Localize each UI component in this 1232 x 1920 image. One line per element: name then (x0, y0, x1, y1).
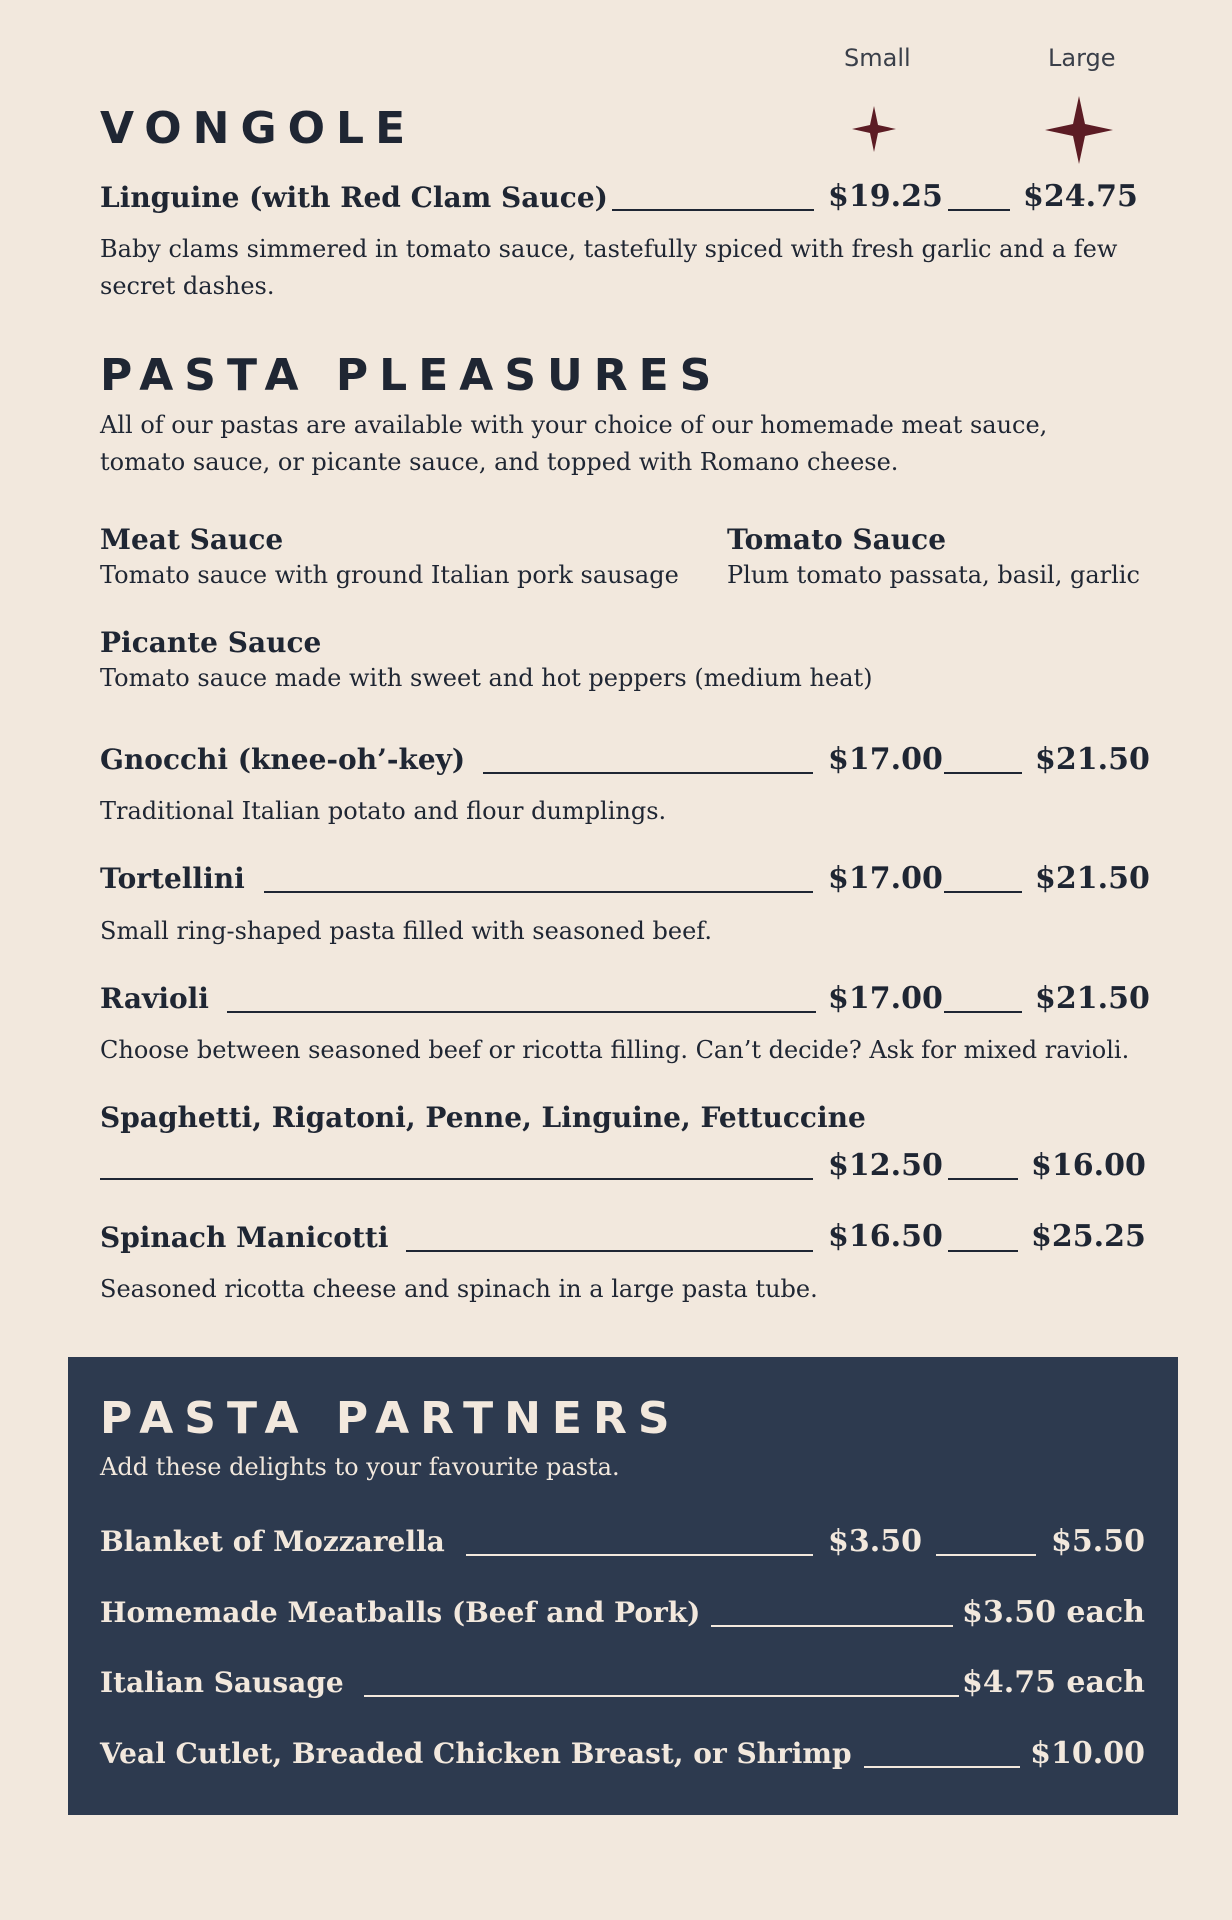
price-each: $4.75 each (962, 1665, 1145, 1700)
price-small: $3.50 (828, 1524, 922, 1559)
item-name: Linguine (with Red Clam Sauce) (100, 181, 608, 214)
price-large: $24.75 (1023, 179, 1138, 214)
item-description: Seasoned ricotta cheese and spinach in a large pasta tube. (100, 1275, 818, 1303)
pasta-partners-panel (68, 1357, 1178, 1815)
dot-leader (711, 1625, 953, 1627)
column-header-small: Small (844, 44, 911, 72)
price-small: $17.00 (828, 742, 943, 777)
dot-leader (364, 1695, 959, 1697)
section-title-pasta-pleasures: PASTA PLEASURES (100, 350, 723, 401)
item-name: Homemade Meatballs (Beef and Pork) (100, 1596, 701, 1629)
dot-leader (483, 772, 813, 774)
sauce-name: Meat Sauce (100, 523, 284, 556)
sauce-description: Tomato sauce with ground Italian pork sausage (100, 561, 679, 589)
section-title-vongole: VONGOLE (100, 103, 417, 154)
section-title-pasta-partners: PASTA PARTNERS (100, 1393, 681, 1444)
sauce-name: Picante Sauce (100, 626, 322, 659)
item-name: Gnocchi (knee-oh’-key) (100, 743, 466, 776)
small-star-icon (852, 106, 896, 152)
item-description: Small ring-shaped pasta filled with seasoned beef. (100, 917, 712, 945)
dot-leader (100, 1178, 813, 1180)
dot-leader (944, 1011, 1022, 1013)
dot-leader (944, 772, 1022, 774)
dot-leader (944, 891, 1022, 893)
dot-leader (406, 1250, 813, 1252)
item-description: Traditional Italian potato and flour dumplings. (100, 797, 667, 825)
price-large: $25.25 (1031, 1219, 1146, 1254)
dot-leader (864, 1766, 1020, 1768)
dot-leader (948, 209, 1010, 211)
item-name: Veal Cutlet, Breaded Chicken Breast, or Shrimp (100, 1737, 852, 1770)
price-small: $12.50 (828, 1148, 943, 1183)
price-large: $16.00 (1031, 1148, 1146, 1183)
item-name: Blanket of Mozzarella (100, 1525, 445, 1558)
price-small: $17.00 (828, 861, 943, 896)
price-large: $21.50 (1035, 861, 1150, 896)
item-name: Tortellini (100, 862, 245, 895)
dot-leader (948, 1250, 1018, 1252)
price-small: $19.25 (828, 179, 943, 214)
price-large: $5.50 (1051, 1524, 1145, 1559)
section-intro: All of our pastas are available with your choice of our homemade meat sauce, tomato sauce, or picante sauce, and topped with Romano cheese. (100, 411, 1048, 476)
dot-leader (936, 1554, 1036, 1556)
item-name: Ravioli (100, 982, 209, 1015)
price-small: $16.50 (828, 1219, 943, 1254)
section-intro: Add these delights to your favourite pasta. (100, 1453, 620, 1481)
dot-leader (466, 1554, 813, 1556)
item-description: Baby clams simmered in tomato sauce, tastefully spiced with fresh garlic and a few secret dashes. (100, 235, 1118, 300)
sauce-description: Tomato sauce made with sweet and hot peppers (medium heat) (100, 664, 873, 692)
sauce-description: Plum tomato passata, basil, garlic (727, 561, 1140, 589)
item-name: Spaghetti, Rigatoni, Penne, Linguine, Fettuccine (100, 1101, 866, 1134)
dot-leader (612, 209, 814, 211)
price-large: $21.50 (1035, 981, 1150, 1016)
price-each: $3.50 each (962, 1595, 1145, 1630)
price-large: $21.50 (1035, 742, 1150, 777)
item-name: Spinach Manicotti (100, 1221, 389, 1254)
price-small: $17.00 (828, 981, 943, 1016)
dot-leader (227, 1011, 816, 1013)
dot-leader (264, 891, 813, 893)
price: $10.00 (1030, 1736, 1145, 1771)
column-header-large: Large (1048, 44, 1116, 72)
sauce-name: Tomato Sauce (727, 523, 947, 556)
item-description: Choose between seasoned beef or ricotta filling. Can’t decide? Ask for mixed ravioli. (100, 1036, 1130, 1064)
large-star-icon (1045, 96, 1113, 164)
item-name: Italian Sausage (100, 1666, 344, 1699)
dot-leader (948, 1178, 1018, 1180)
